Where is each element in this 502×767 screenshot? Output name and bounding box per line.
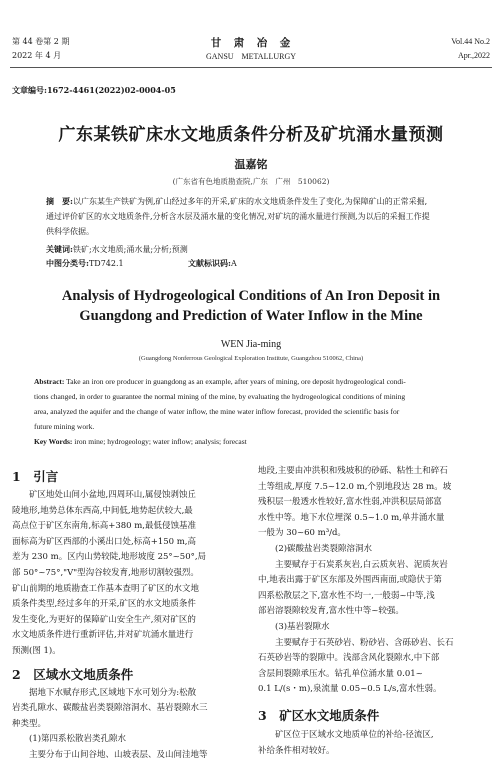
paragraph-line: 种类型。	[12, 718, 47, 729]
article-number: 文章编号:1672-4461(2022)02-0004-05	[12, 85, 176, 95]
classification-label: 中图分类号:	[46, 258, 89, 268]
left-column	[12, 467, 244, 764]
author-cn: 温嘉铭	[234, 158, 268, 171]
abstract-cn-label: 摘 要:	[46, 196, 73, 206]
volume-cn: 第 44 卷第 2 期	[12, 37, 70, 46]
paragraph-line: 陵地形,地势总体东西高,中间低,地势起伏较大,最	[12, 505, 193, 516]
paper-title-en-line: Analysis of Hydrogeological Conditions of An Iron Deposit in	[61, 288, 441, 304]
paragraph-line: 质条件类型,经过多年的开采,矿区的水文地质条件	[12, 599, 196, 610]
keywords-cn	[46, 243, 188, 256]
section-2-heading: 2 区域水文地质条件	[12, 666, 134, 682]
abstract-en-line: tions changed, in order to guarantee the normal mining of the mine, by evaluating the hydrogeological conditions of mining	[34, 392, 406, 401]
paragraph-line: 主要赋存于石炭系灰岩,白云质灰岩、泥质灰岩	[258, 559, 448, 570]
keywords-cn-text: 铁矿;水文地质;涌水量;分析;预测	[72, 245, 188, 254]
paragraph-line: 地段,主要由冲洪积和残坡积的砂砾、粘性土和碎石	[258, 466, 448, 476]
section-3-heading: 3 矿区水文地质条件	[258, 707, 380, 723]
paragraph-line: 高点位于矿区东南角,标高+380 m,最低侵蚀基准	[12, 521, 197, 532]
journal-title-cn: 甘 肃 冶 金	[210, 37, 292, 49]
abstract-en-line: Take an iron ore producer in guangdong as an example, after years of mining, ore deposit hydrogeological condi-	[64, 377, 406, 386]
volume-en: Vol.44 No.2	[451, 37, 490, 46]
author-en: WEN Jia-ming	[220, 339, 282, 350]
section-1-body	[12, 488, 244, 660]
paragraph-line: 残积层一般透水性较好,富水性弱,冲洪积层局部富	[258, 497, 442, 508]
classification-cn	[46, 257, 124, 270]
journal-title-en: GANSU METALLURGY	[205, 52, 297, 61]
paragraph-line: 土等组成,厚度 7.5~12.0 m,个别地段达 28 m。坡	[258, 481, 452, 492]
paragraph-line: 发生变化,为更好的保障矿山安全生产,须对矿区的	[12, 614, 196, 625]
keywords-en-text: iron mine; hydrogeology; water inflow; analysis; forecast	[72, 437, 247, 446]
header-rule	[10, 67, 492, 68]
affiliation-en: (Guangdong Nonferrous Geological Exploration Institute, Guangzhou 510062, China)	[138, 355, 364, 362]
document-code-text: A	[230, 259, 237, 268]
date-en: Apr.,2022	[458, 51, 490, 60]
paragraph-line: 差为 230 m。区内山势较陡,地形坡度 25°~50°,局	[12, 552, 207, 563]
abstract-cn	[46, 194, 466, 239]
paragraph-line: 矿山前期的地质勘查工作基本查明了矿区的水文地	[12, 583, 200, 594]
right-column	[258, 464, 492, 759]
date-cn: 2022 年 4 月	[12, 51, 62, 60]
paragraph-line: 水文地质条件进行重新评估,并对矿坑涌水量进行	[12, 630, 194, 641]
paragraph-line: 矿区位于区域水文地质单位的补给-径流区,	[258, 729, 434, 740]
abstract-cn-line: 通过评价矿区的水文地质条件,分析含水层及涌水量的变化情况,对矿坑的涌水量进行预测,为以后的采掘工作提	[46, 212, 430, 221]
paragraph-line: 矿区地处山间小盆地,四周环山,属侵蚀剥蚀丘	[12, 490, 196, 500]
subsection-heading: (1)第四系松散岩类孔隙水	[29, 734, 127, 745]
document-code	[188, 257, 237, 270]
paragraph-line: 据地下水赋存形式,区域地下水可划分为:松散	[12, 687, 197, 698]
paper-title-en-line: Guangdong and Prediction of Water Inflow in the Mine	[79, 308, 423, 324]
paper-title-cn: 广东某铁矿床水文地质条件分析及矿坑涌水量预测	[58, 125, 444, 145]
paragraph-line: 部岩溶裂隙较发育,富水性中等~较强。	[258, 606, 404, 617]
subsection-heading: (3)基岩裂隙水	[275, 621, 330, 632]
paragraph-line: 补给条件相对较好。	[258, 745, 335, 756]
abstract-en-label: Abstract:	[34, 377, 65, 386]
paragraph-line: 主要分布于山间谷地、山坡表层、及山间洼地等	[12, 749, 208, 760]
subsection-heading: (2)碳酸盐岩类裂隙溶洞水	[275, 543, 373, 554]
abstract-en	[34, 374, 470, 449]
section-1-heading: 1 引言	[12, 469, 59, 484]
abstract-en-line: area, analyzed the aquifer and the change of water inflow, the mine water inflow forecast, provided the scientific basis for	[34, 407, 400, 416]
paragraph-line: 中,地表出露于矿区东部及外围西南面,或隐伏于第	[258, 575, 442, 586]
paragraph-line: 岩类孔隙水、碳酸盐岩类裂隙溶洞水、基岩裂隙水三	[12, 703, 208, 714]
paragraph-line: 含层间裂隙承压水。钻孔单位涌水量 0.01~	[258, 668, 423, 679]
document-code-label: 文献标识码:	[188, 258, 231, 268]
paragraph-line: 预测(图 1)。	[12, 645, 61, 656]
paper-title-en	[0, 286, 502, 326]
classification-text: TD742.1	[88, 259, 124, 268]
paragraph-line: 面标高为矿区西部的小溪出口处,标高+150 m,高	[12, 536, 197, 547]
paragraph-line: 0.1 L/(s・m),泉流量 0.05~0.5 L/s,富水性弱。	[258, 684, 442, 695]
paragraph-line: 一般为 30~60 m³/d。	[258, 528, 346, 539]
abstract-cn-line: 供科学依据。	[46, 227, 94, 236]
paragraph-line: 部 50°~75°,"V"型沟谷较发育,地形切割较强烈。	[12, 567, 199, 578]
section-2-continued	[258, 464, 492, 698]
affiliation-cn: (广东省有色地质勘查院,广东 广州 510062)	[172, 177, 330, 186]
paragraph-line: 四系松散层之下,富水性不均一,一般弱~中等,浅	[258, 590, 435, 601]
abstract-cn-line: 以广东某生产铁矿为例,矿山经过多年的开采,矿床的水文地质条件发生了变化,为保障矿山的正常采掘,	[72, 197, 428, 206]
paragraph-line: 水性中等。地下水位埋深 0.5~1.0 m,单井涌水量	[258, 512, 445, 523]
keywords-en-label: Key Words:	[34, 437, 73, 446]
section-2-body	[12, 686, 244, 764]
section-3-body	[258, 728, 492, 759]
abstract-en-line: future mining work.	[34, 422, 95, 431]
paragraph-line: 石英砂岩等的裂隙中。浅部含风化裂隙水,中下部	[258, 653, 440, 664]
keywords-cn-label: 关键词:	[46, 244, 73, 254]
paragraph-line: 主要赋存于石英砂岩、粉砂岩、含砾砂岩、长石	[258, 637, 454, 648]
